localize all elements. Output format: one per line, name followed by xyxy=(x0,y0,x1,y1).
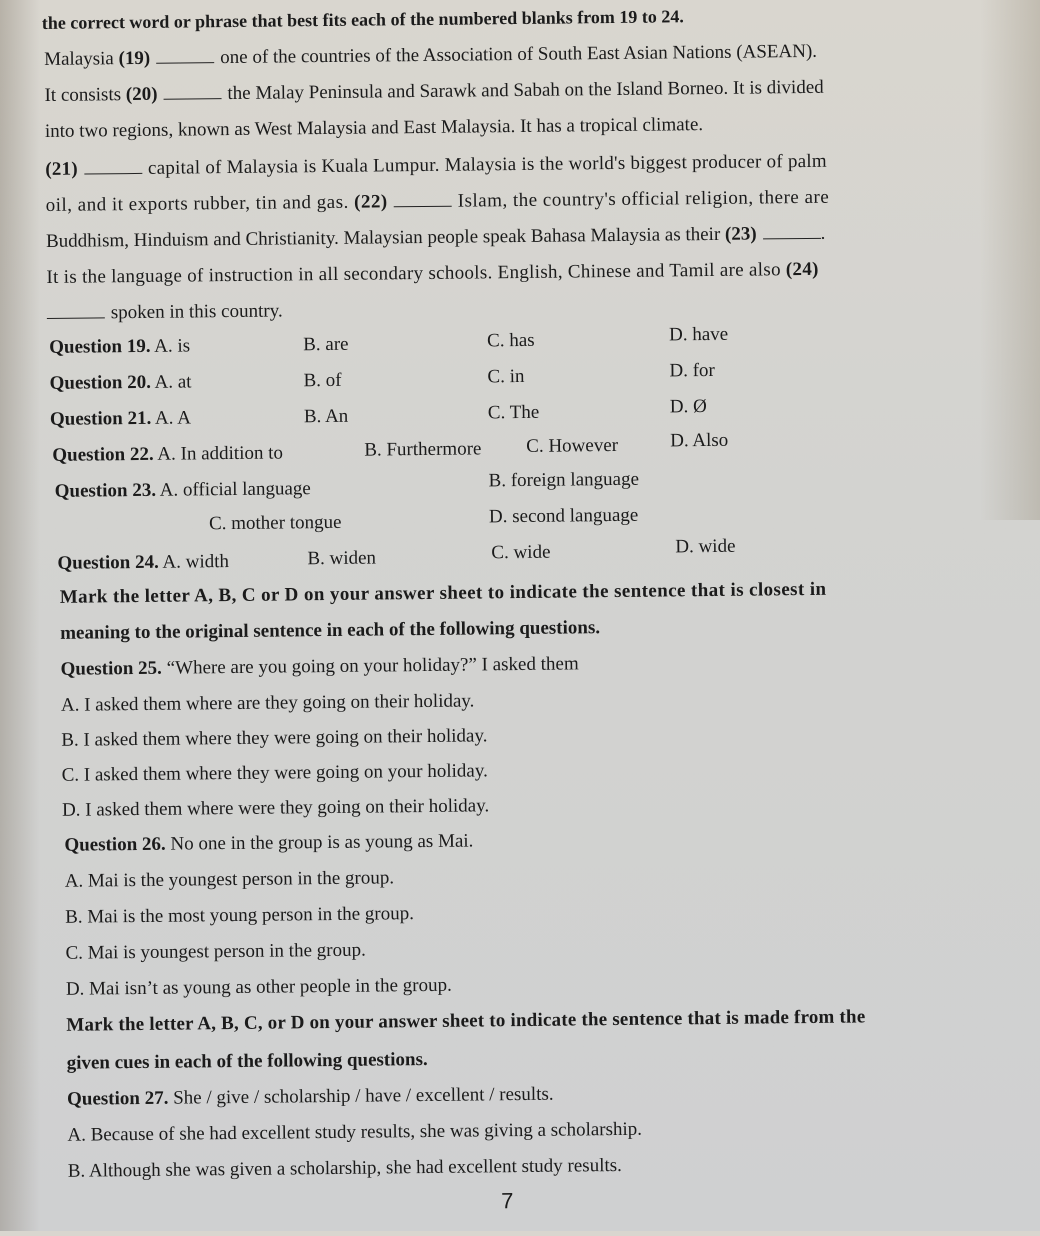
passage-line-4: into two regions, known as West Malaysia and East Malaysia. It has a tropical climate. xyxy=(45,114,703,143)
question-23 xyxy=(55,478,311,503)
question-text: “Where are you going on your holiday?” I asked them xyxy=(162,653,579,678)
passage-line-5 xyxy=(45,151,827,181)
option-d[interactable]: D. Also xyxy=(670,430,728,453)
passage-line-6 xyxy=(46,187,830,217)
q25-option-b[interactable]: B. I asked them where they were going on their holiday. xyxy=(61,725,487,751)
question-19 xyxy=(49,335,190,358)
blank-number-19: (19) xyxy=(118,48,150,69)
passage-line-9 xyxy=(47,300,283,324)
option-c[interactable]: C. has xyxy=(487,330,535,352)
passage-text: Islam, the country's official religion, there are xyxy=(458,187,830,212)
option-b[interactable]: B. foreign language xyxy=(488,469,639,493)
passage-line-2 xyxy=(44,41,817,71)
option-c[interactable]: C. The xyxy=(488,402,540,425)
passage-text: It consists xyxy=(44,84,125,106)
option-d[interactable]: D. for xyxy=(669,360,715,382)
q26-option-d[interactable]: D. Mai isn’t as young as other people in the group. xyxy=(66,975,452,1001)
blank-number-22: (22) xyxy=(354,191,388,212)
q26-option-a[interactable]: A. Mai is the youngest person in the group. xyxy=(65,867,395,892)
passage-text: It is the language of instruction in all secondary schools. English, Chinese and Tamil are also xyxy=(46,259,786,288)
option-a[interactable]: A. A xyxy=(155,407,191,428)
blank-number-21: (21) xyxy=(45,159,78,180)
option-d[interactable]: D. Ø xyxy=(670,396,707,418)
q25-option-d[interactable]: D. I asked them where were they going on their holiday. xyxy=(62,795,489,821)
section2-instruction-line1: Mark the letter A, B, C or D on your answer sheet to indicate the sentence that is closest in xyxy=(60,579,827,609)
q27-option-a[interactable]: A. Because of she had excellent study results, she was giving a scholarship. xyxy=(67,1119,642,1147)
option-c[interactable]: C. However xyxy=(526,435,618,458)
section3-instruction-line2: given cues in each of the following questions. xyxy=(67,1049,428,1075)
blank-19 xyxy=(156,61,214,64)
blank-number-23: (23) xyxy=(725,224,757,245)
question-24 xyxy=(57,551,229,575)
option-b[interactable]: B. are xyxy=(303,334,349,356)
option-c[interactable]: C. in xyxy=(487,366,524,388)
option-c[interactable]: C. mother tongue xyxy=(209,512,342,535)
option-a[interactable]: A. official language xyxy=(160,478,311,501)
question-text: She / give / scholarship / have / excellent / results. xyxy=(168,1084,553,1109)
passage-text: oil, and it exports rubber, tin and gas. xyxy=(46,192,355,216)
passage-text: Malaysia xyxy=(44,48,119,70)
blank-22 xyxy=(394,205,452,208)
blank-23 xyxy=(763,237,821,240)
passage-text: . xyxy=(821,223,826,244)
blank-21 xyxy=(84,172,142,175)
question-label: Question 23. xyxy=(55,480,157,502)
passage-line-7 xyxy=(46,223,826,253)
q26-option-c[interactable]: C. Mai is youngest person in the group. xyxy=(65,940,365,965)
passage-text: Buddhism, Hinduism and Christianity. Malaysian people speak Bahasa Malaysia as their xyxy=(46,224,725,252)
question-27 xyxy=(67,1084,554,1111)
option-a[interactable]: A. at xyxy=(154,371,191,392)
option-b[interactable]: B. An xyxy=(304,406,349,428)
question-25 xyxy=(60,653,578,680)
question-label: Question 21. xyxy=(50,408,152,430)
section3-instruction-line1: Mark the letter A, B, C, or D on your answer sheet to indicate the sentence that is made from the xyxy=(66,1006,865,1036)
option-d[interactable]: D. have xyxy=(669,324,728,347)
blank-number-24: (24) xyxy=(786,259,819,280)
blank-number-20: (20) xyxy=(126,84,158,105)
option-b[interactable]: B. widen xyxy=(307,548,376,571)
q25-option-a[interactable]: A. I asked them where are they going on their holiday. xyxy=(61,690,475,716)
question-label: Question 26. xyxy=(64,834,166,856)
passage-line-8 xyxy=(46,259,819,289)
question-label: Question 22. xyxy=(52,444,154,466)
question-21 xyxy=(50,407,191,430)
passage-text: capital of Malaysia is Kuala Lumpur. Malaysia is the world's biggest producer of palm xyxy=(148,151,827,179)
option-a[interactable]: A. In addition to xyxy=(157,442,283,464)
option-c[interactable]: C. wide xyxy=(491,542,550,565)
option-d[interactable]: D. second language xyxy=(489,505,639,529)
question-label: Question 27. xyxy=(67,1088,169,1110)
section2-instruction-line2: meaning to the original sentence in each of the following questions. xyxy=(60,617,600,645)
passage-line-3 xyxy=(44,77,823,107)
q27-option-b[interactable]: B. Although she was given a scholarship, she had excellent study results. xyxy=(68,1155,622,1183)
page-number: 7 xyxy=(501,1188,514,1214)
question-22 xyxy=(52,442,283,466)
passage-text: spoken in this country. xyxy=(111,300,283,323)
option-a[interactable]: A. width xyxy=(162,551,229,573)
option-d[interactable]: D. wide xyxy=(675,536,735,559)
q26-option-b[interactable]: B. Mai is the most young person in the group. xyxy=(65,903,414,929)
passage-text: the Malay Peninsula and Sarawk and Sabah on the Island Borneo. It is divided xyxy=(227,77,823,104)
question-26 xyxy=(64,831,473,857)
question-text: No one in the group is as young as Mai. xyxy=(166,831,474,855)
passage-intro: the correct word or phrase that best fits each of the numbered blanks from 19 to 24. xyxy=(42,6,684,34)
passage-text: one of the countries of the Association of South East Asian Nations (ASEAN). xyxy=(220,41,817,68)
option-b[interactable]: B. Furthermore xyxy=(364,438,481,461)
blank-20 xyxy=(163,97,221,100)
blank-24 xyxy=(47,316,105,319)
question-label: Question 19. xyxy=(49,336,151,358)
question-label: Question 24. xyxy=(57,552,159,574)
option-a[interactable]: A. is xyxy=(154,335,190,356)
q25-option-c[interactable]: C. I asked them where they were going on your holiday. xyxy=(62,760,488,786)
question-20 xyxy=(49,371,191,394)
option-b[interactable]: B. of xyxy=(303,370,341,392)
question-label: Question 20. xyxy=(49,372,151,394)
question-label: Question 25. xyxy=(60,658,162,680)
